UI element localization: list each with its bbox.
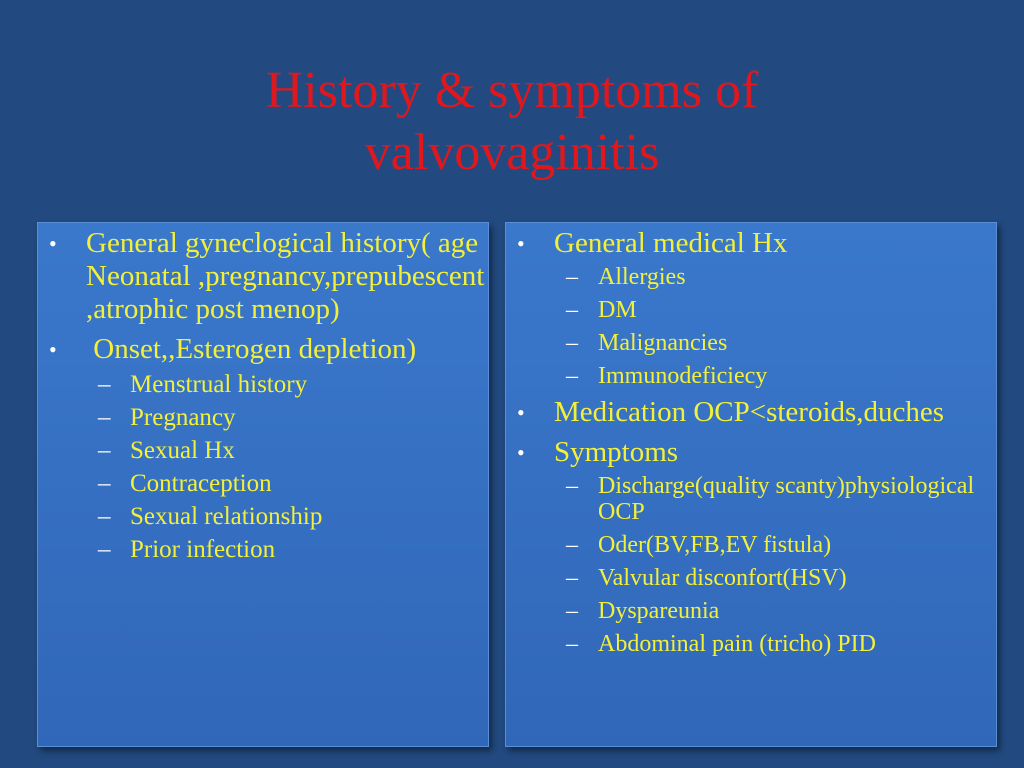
right-sub-text: Discharge(quality scanty)physiological OCP [598,473,975,525]
dash-icon: – [98,536,111,563]
dash-icon: – [98,437,111,464]
right-sub-text: Abdominal pain (tricho) PID [598,631,876,657]
left-sub-item [38,437,488,464]
right-bullet-list [506,227,996,657]
dash-icon: – [98,503,111,530]
left-sub-item [38,536,488,563]
left-sub-item [38,470,488,497]
left-content-box [37,222,489,747]
right-sub-item [506,297,996,323]
bullet-icon: • [517,440,525,465]
right-sub-item [506,473,996,525]
left-bullet-item [38,227,488,326]
right-bullet-item [506,396,996,429]
right-bullet-item [506,436,996,469]
left-sub-text: Sexual Hx [130,437,235,464]
left-sub-text: Sexual relationship [130,503,323,530]
dash-icon: – [566,631,578,657]
left-sub-list [38,371,488,563]
left-bullet-list [38,227,488,563]
bullet-icon: • [517,231,525,256]
bullet-icon: • [49,337,57,362]
left-sub-item [38,371,488,398]
dash-icon: – [566,330,578,356]
right-sub-text: Immunodeficiecy [598,363,768,389]
right-sub-item [506,598,996,624]
right-bullet-text: General medical Hx [554,227,788,259]
right-sub-item [506,631,996,657]
right-sub-list [506,264,996,389]
right-sub-text: Oder(BV,FB,EV fistula) [598,532,832,558]
right-sub-item [506,330,996,356]
dash-icon: – [98,404,111,431]
right-sub-text: Malignancies [598,330,728,356]
bullet-icon: • [49,231,57,256]
dash-icon: – [566,363,578,389]
right-sub-item [506,363,996,389]
right-sub-item [506,264,996,290]
right-content-box [505,222,997,747]
right-bullet-text: Symptoms [554,436,679,468]
right-sub-text: Valvular disconfort(HSV) [598,565,847,591]
right-sub-text: DM [598,297,637,323]
right-sub-text: Allergies [598,264,686,290]
left-bullet-item [38,333,488,366]
slide-title-line-1: History & symptoms of [265,62,759,119]
dash-icon: – [566,473,578,499]
right-sub-list [506,473,996,657]
dash-icon: – [566,598,578,624]
dash-icon: – [566,532,578,558]
dash-icon: – [98,371,111,398]
dash-icon: – [98,470,111,497]
slide-title-line-2: valvovaginitis [364,124,660,181]
dash-icon: – [566,565,578,591]
right-bullet-text: Medication OCP<steroids,duches [554,396,945,428]
dash-icon: – [566,297,578,323]
right-bullet-item [506,227,996,260]
right-sub-text: Dyspareunia [598,598,720,624]
left-bullet-text: Onset,,Esterogen depletion) [86,333,417,365]
left-bullet-text: General gyneclogical history( age Neonatal ,pregnancy,prepubescent ,atrophic post menop) [86,227,485,325]
dash-icon: – [566,264,578,290]
left-sub-text: Pregnancy [130,404,236,431]
left-sub-item [38,404,488,431]
right-sub-item [506,532,996,558]
left-sub-item [38,503,488,530]
right-sub-item [506,565,996,591]
left-sub-text: Contraception [130,470,272,497]
left-sub-text: Menstrual history [130,371,308,398]
left-sub-text: Prior infection [130,536,276,563]
slide-title [0,60,1024,184]
bullet-icon: • [517,400,525,425]
